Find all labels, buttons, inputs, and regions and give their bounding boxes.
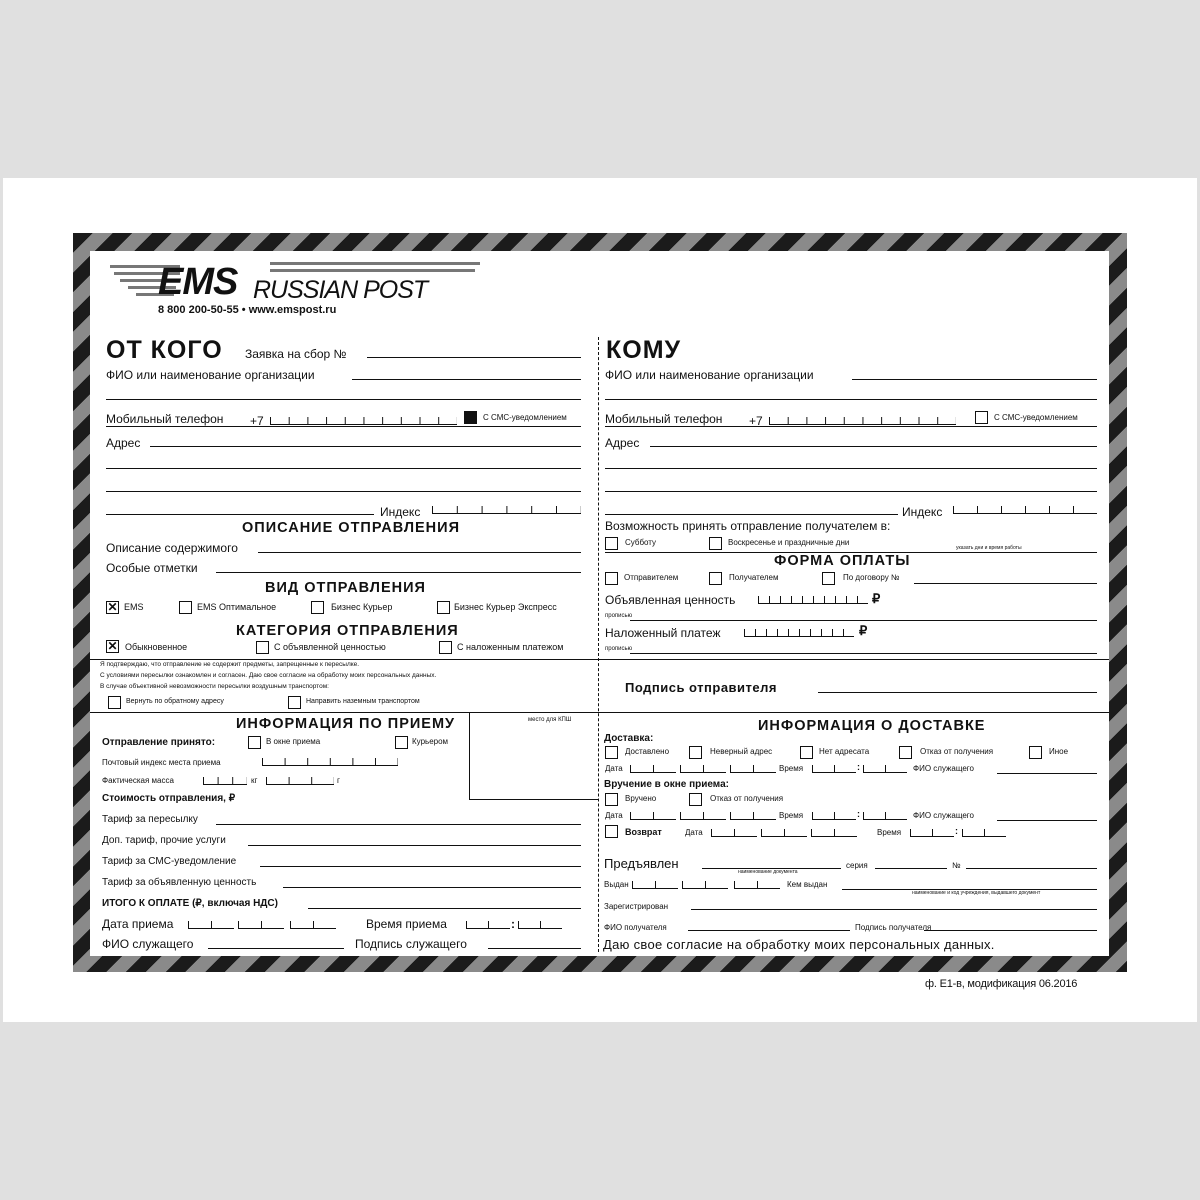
issued-date-month[interactable] bbox=[682, 881, 728, 889]
delivery-date-year[interactable] bbox=[730, 765, 776, 773]
returned-label: Возврат bbox=[625, 827, 662, 837]
delivery-clerk-line[interactable] bbox=[997, 773, 1097, 774]
category-ordinary-label: Обыкновенное bbox=[125, 642, 188, 652]
declared-currency: ₽ bbox=[872, 591, 881, 606]
cost-title: Стоимость отправления, ₽ bbox=[102, 793, 236, 804]
recipient-address-label: Адрес bbox=[605, 436, 640, 450]
holidays-checkbox[interactable] bbox=[709, 537, 722, 550]
sender-signature-line[interactable] bbox=[818, 692, 1097, 693]
type-business-express-label: Бизнес Курьер Экспресс bbox=[454, 602, 557, 612]
category-declared-label: С объявленной ценностью bbox=[274, 642, 386, 652]
sender-title: ОТ КОГО bbox=[106, 336, 223, 364]
accepted-courier-checkbox[interactable] bbox=[395, 736, 408, 749]
actual-mass-label: Фактическая масса bbox=[102, 776, 174, 785]
recipient-sms-label: С СМС-уведомлением bbox=[994, 413, 1078, 422]
window-time-colon: : bbox=[857, 809, 860, 819]
consent-line-1: Я подтверждаю, что отправление не содержит предметы, запрещенные к пересылке. bbox=[100, 661, 360, 668]
cod-label: Наложенный платеж bbox=[605, 626, 721, 640]
tariff-sms-label: Тариф за СМС-уведомление bbox=[102, 856, 237, 867]
delivery-title: ИНФОРМАЦИЯ О ДОСТАВКЕ bbox=[758, 718, 986, 734]
declared-value-cells[interactable] bbox=[758, 596, 868, 604]
notes-label: Особые отметки bbox=[106, 561, 198, 575]
contents-line[interactable] bbox=[258, 552, 581, 553]
sender-address-line-1[interactable] bbox=[150, 446, 581, 447]
tariff-sms-line[interactable] bbox=[260, 866, 581, 867]
notes-line[interactable] bbox=[216, 572, 581, 573]
sender-name-label: ФИО или наименование организации bbox=[106, 368, 315, 382]
return-time-hours[interactable] bbox=[910, 829, 954, 837]
registered-label: Зарегистрирован bbox=[604, 902, 669, 911]
window-date-day[interactable] bbox=[630, 812, 676, 820]
cod-in-words-label: прописью bbox=[605, 646, 633, 652]
accept-label: Возможность принять отправление получателем в: bbox=[605, 519, 891, 533]
pay-recipient-label: Получателем bbox=[729, 573, 779, 582]
accept-date-month[interactable] bbox=[238, 921, 284, 929]
sender-phone-label: Мобильный телефон bbox=[106, 412, 224, 426]
recipient-address-line-2[interactable] bbox=[605, 468, 1097, 469]
kg-label: кг bbox=[251, 776, 258, 785]
recipient-name-line-2[interactable] bbox=[605, 399, 1097, 400]
application-number-label: Заявка на сбор № bbox=[245, 347, 347, 361]
issued-label: Выдан bbox=[604, 880, 629, 889]
window-time-minutes[interactable] bbox=[863, 812, 907, 820]
delivery-time-minutes[interactable] bbox=[863, 765, 907, 773]
recipient-phone-label: Мобильный телефон bbox=[605, 412, 723, 426]
tariff-extra-label: Доп. тариф, прочие услуги bbox=[102, 835, 226, 846]
window-label: Вручение в окне приема: bbox=[604, 779, 729, 790]
window-time-hours[interactable] bbox=[812, 812, 856, 820]
postal-index-cells[interactable] bbox=[262, 758, 398, 766]
consent-bottom-separator bbox=[90, 712, 1109, 713]
accept-time-colon: : bbox=[511, 917, 515, 931]
saturday-label: Субботу bbox=[625, 538, 657, 547]
pay-recipient-checkbox[interactable] bbox=[709, 572, 722, 585]
clerk-name-line[interactable] bbox=[208, 948, 344, 949]
recipient-name-label: ФИО или наименование организации bbox=[605, 368, 814, 382]
registered-line[interactable] bbox=[691, 909, 1097, 910]
pay-sender-checkbox[interactable] bbox=[605, 572, 618, 585]
delivery-clerk-label: ФИО служащего bbox=[913, 764, 974, 773]
type-optimal-checkbox[interactable] bbox=[179, 601, 192, 614]
clerk-sign-label: Подпись служащего bbox=[355, 937, 467, 951]
category-declared-checkbox[interactable] bbox=[256, 641, 269, 654]
window-date-year[interactable] bbox=[730, 812, 776, 820]
return-time-minutes[interactable] bbox=[962, 829, 1006, 837]
delivery-time-colon: : bbox=[857, 762, 860, 772]
status-wrong-address-checkbox[interactable] bbox=[689, 746, 702, 759]
delivery-time-hours[interactable] bbox=[812, 765, 856, 773]
ems-wordmark: EMS bbox=[158, 261, 238, 303]
ems-form bbox=[90, 251, 1109, 956]
declared-value-label: Объявленная ценность bbox=[605, 593, 736, 607]
sender-sms-label: С СМС-уведомлением bbox=[483, 413, 567, 422]
presented-label: Предъявлен bbox=[604, 856, 679, 871]
delivery-label: Доставка: bbox=[604, 733, 654, 744]
stamp-area bbox=[469, 712, 598, 800]
recipient-address-line-1[interactable] bbox=[650, 446, 1097, 447]
clerk-name-label: ФИО служащего bbox=[102, 937, 194, 951]
type-business-checkbox[interactable] bbox=[311, 601, 324, 614]
recipient-name-sign-label: ФИО получателя bbox=[604, 923, 667, 932]
recipient-index-cells[interactable] bbox=[953, 506, 1097, 514]
consent-line-3: В случае объективной невозможности пересылки воздушным транспортом: bbox=[100, 683, 329, 690]
sender-index-label: Индекс bbox=[380, 505, 421, 519]
delivery-consent-text: Даю свое согласие на обработку моих персональных данных. bbox=[603, 937, 995, 952]
handed-label: Вручено bbox=[625, 794, 657, 803]
description-title: ОПИСАНИЕ ОТПРАВЛЕНИЯ bbox=[242, 520, 460, 536]
stamp-label: место для КПШ bbox=[528, 717, 572, 723]
accepted-label: Отправление принято: bbox=[102, 737, 216, 748]
recipient-name-line[interactable] bbox=[852, 379, 1097, 380]
returned-checkbox[interactable] bbox=[605, 825, 618, 838]
accepted-courier-label: Курьером bbox=[412, 737, 449, 746]
sender-name-line-2[interactable] bbox=[106, 399, 581, 400]
accept-time-minutes[interactable] bbox=[518, 921, 562, 929]
cod-currency: ₽ bbox=[859, 623, 868, 638]
type-optimal-label: EMS Оптимальное bbox=[197, 602, 277, 612]
sender-phone-cells[interactable] bbox=[270, 417, 457, 425]
recipient-index-label: Индекс bbox=[902, 505, 943, 519]
ground-transport-label: Направить наземным транспортом bbox=[306, 698, 420, 705]
status-no-addressee-label: Нет адресата bbox=[819, 747, 870, 756]
window-date-month[interactable] bbox=[680, 812, 726, 820]
accept-time-hours[interactable] bbox=[466, 921, 510, 929]
status-delivered-label: Доставлено bbox=[625, 747, 670, 756]
return-time-colon: : bbox=[955, 826, 958, 836]
sender-address-line-2[interactable] bbox=[106, 468, 581, 469]
window-clerk-label: ФИО служащего bbox=[913, 811, 974, 820]
doc-name-hint: наименование документа bbox=[738, 869, 798, 875]
return-date-month[interactable] bbox=[761, 829, 807, 837]
recipient-phone-underline bbox=[605, 426, 1097, 427]
consent-top-separator bbox=[90, 659, 1109, 660]
series-label: серия bbox=[846, 861, 868, 870]
return-time-label: Время bbox=[877, 828, 902, 837]
category-cod-label: С наложенным платежом bbox=[457, 642, 564, 652]
sender-phone-underline bbox=[106, 426, 581, 427]
accepted-window-checkbox[interactable] bbox=[248, 736, 261, 749]
recipient-name-sign-line[interactable] bbox=[688, 930, 850, 931]
status-delivered-checkbox[interactable] bbox=[605, 746, 618, 759]
tariff-declared-line[interactable] bbox=[283, 887, 581, 888]
sender-address-label: Адрес bbox=[106, 436, 141, 450]
g-label: г bbox=[337, 776, 340, 785]
delivery-date-day[interactable] bbox=[630, 765, 676, 773]
category-title: КАТЕГОРИЯ ОТПРАВЛЕНИЯ bbox=[236, 623, 459, 639]
type-business-express-checkbox[interactable] bbox=[437, 601, 450, 614]
postal-index-label: Почтовый индекс места приема bbox=[102, 758, 221, 767]
handed-checkbox[interactable] bbox=[605, 793, 618, 806]
series-line[interactable] bbox=[875, 868, 947, 869]
recipient-sign-label: Подпись получателя bbox=[855, 923, 932, 932]
status-other-label: Иное bbox=[1049, 747, 1069, 756]
recipient-phone-cells[interactable] bbox=[769, 417, 956, 425]
return-date-label: Дата bbox=[685, 828, 703, 837]
cod-in-words-line[interactable] bbox=[630, 653, 1097, 654]
contents-label: Описание содержимого bbox=[106, 541, 238, 555]
issuer-hint: наименование и код учреждения, выдавшего документ bbox=[912, 890, 1041, 896]
recipient-address-line-3[interactable] bbox=[605, 491, 1097, 492]
russian-post-wordmark: RUSSIAN POST bbox=[253, 276, 428, 304]
window-date-label: Дата bbox=[605, 811, 623, 820]
mass-kg-cells[interactable] bbox=[203, 777, 247, 785]
issued-date-year[interactable] bbox=[734, 881, 780, 889]
accept-date-day[interactable] bbox=[188, 921, 234, 929]
pay-contract-label: По договору № bbox=[843, 573, 900, 582]
time-hint: указать дни и время работы bbox=[956, 545, 1022, 551]
pay-contract-checkbox[interactable] bbox=[822, 572, 835, 585]
holidays-label: Воскресенье и праздничные дни bbox=[728, 538, 850, 547]
cod-cells[interactable] bbox=[744, 629, 854, 637]
accepted-window-label: В окне приема bbox=[266, 737, 321, 746]
issued-date-day[interactable] bbox=[632, 881, 678, 889]
delivery-time-label: Время bbox=[779, 764, 804, 773]
declared-in-words-label: прописью bbox=[605, 613, 633, 619]
type-business-label: Бизнес Курьер bbox=[331, 602, 393, 612]
sender-address-line-4[interactable] bbox=[106, 514, 374, 515]
tariff-extra-line[interactable] bbox=[248, 845, 581, 846]
recipient-sign-line[interactable] bbox=[924, 930, 1097, 931]
declared-in-words-line[interactable] bbox=[630, 620, 1097, 621]
number-line[interactable] bbox=[966, 868, 1097, 869]
recipient-title: КОМУ bbox=[606, 336, 682, 364]
clerk-sign-line[interactable] bbox=[488, 948, 581, 949]
window-clerk-line[interactable] bbox=[997, 820, 1097, 821]
accept-date-year[interactable] bbox=[290, 921, 336, 929]
type-ems-label: EMS bbox=[124, 602, 144, 612]
form-code: ф. Е1-в, модификация 06.2016 bbox=[925, 978, 1078, 990]
payment-title: ФОРМА ОПЛАТЫ bbox=[774, 553, 911, 569]
mass-g-cells[interactable] bbox=[266, 777, 334, 785]
return-address-label: Вернуть по обратному адресу bbox=[126, 698, 224, 705]
sender-index-cells[interactable] bbox=[432, 506, 581, 514]
status-refused-label: Отказ от получения bbox=[920, 747, 994, 756]
delivery-date-label: Дата bbox=[605, 764, 623, 773]
number-label: № bbox=[952, 861, 961, 870]
sender-sms-checkbox[interactable] bbox=[464, 411, 477, 424]
tariff-shipping-line[interactable] bbox=[216, 824, 581, 825]
ground-transport-checkbox[interactable] bbox=[288, 696, 301, 709]
tariff-declared-label: Тариф за объявленную ценность bbox=[102, 877, 257, 888]
column-divider bbox=[598, 337, 599, 952]
status-wrong-address-label: Неверный адрес bbox=[710, 747, 773, 756]
issued-by-label: Кем выдан bbox=[787, 880, 828, 889]
accept-time-label: Время приема bbox=[366, 917, 447, 931]
category-cod-checkbox[interactable] bbox=[439, 641, 452, 654]
return-date-day[interactable] bbox=[711, 829, 757, 837]
ems-logo bbox=[110, 261, 470, 305]
application-number-line[interactable] bbox=[367, 357, 581, 358]
receipt-title: ИНФОРМАЦИЯ ПО ПРИЕМУ bbox=[236, 716, 456, 732]
pay-sender-label: Отправителем bbox=[624, 573, 679, 582]
contacts: 8 800 200-50-55 • www.emspost.ru bbox=[158, 304, 337, 316]
status-no-addressee-checkbox[interactable] bbox=[800, 746, 813, 759]
saturday-checkbox[interactable] bbox=[605, 537, 618, 550]
recipient-address-line-4[interactable] bbox=[605, 514, 898, 515]
return-date-year[interactable] bbox=[811, 829, 857, 837]
total-label: ИТОГО К ОПЛАТЕ (₽, включая НДС) bbox=[102, 898, 278, 909]
recipient-phone-prefix: +7 bbox=[749, 414, 763, 428]
status-refused-checkbox[interactable] bbox=[899, 746, 912, 759]
sender-signature-label: Подпись отправителя bbox=[625, 680, 777, 695]
window-time-label: Время bbox=[779, 811, 804, 820]
sender-phone-prefix: +7 bbox=[250, 414, 264, 428]
delivery-date-month[interactable] bbox=[680, 765, 726, 773]
window-refused-checkbox[interactable] bbox=[689, 793, 702, 806]
consent-line-2: С условиями пересылки ознакомлен и согласен. Даю свое согласие на обработку моих персональных данных. bbox=[100, 672, 437, 679]
category-ordinary-checkbox[interactable]: ✕ bbox=[107, 639, 118, 653]
recipient-sms-checkbox[interactable] bbox=[975, 411, 988, 424]
type-ems-checkbox[interactable]: ✕ bbox=[107, 600, 118, 614]
contract-number-line[interactable] bbox=[914, 583, 1097, 584]
shipment-type-title: ВИД ОТПРАВЛЕНИЯ bbox=[265, 580, 426, 596]
sender-address-line-3[interactable] bbox=[106, 491, 581, 492]
tariff-shipping-label: Тариф за пересылку bbox=[102, 814, 198, 825]
return-address-checkbox[interactable] bbox=[108, 696, 121, 709]
sender-name-line[interactable] bbox=[352, 379, 581, 380]
total-line[interactable] bbox=[308, 908, 581, 909]
accept-date-label: Дата приема bbox=[102, 917, 174, 931]
status-other-checkbox[interactable] bbox=[1029, 746, 1042, 759]
window-refused-label: Отказ от получения bbox=[710, 794, 784, 803]
